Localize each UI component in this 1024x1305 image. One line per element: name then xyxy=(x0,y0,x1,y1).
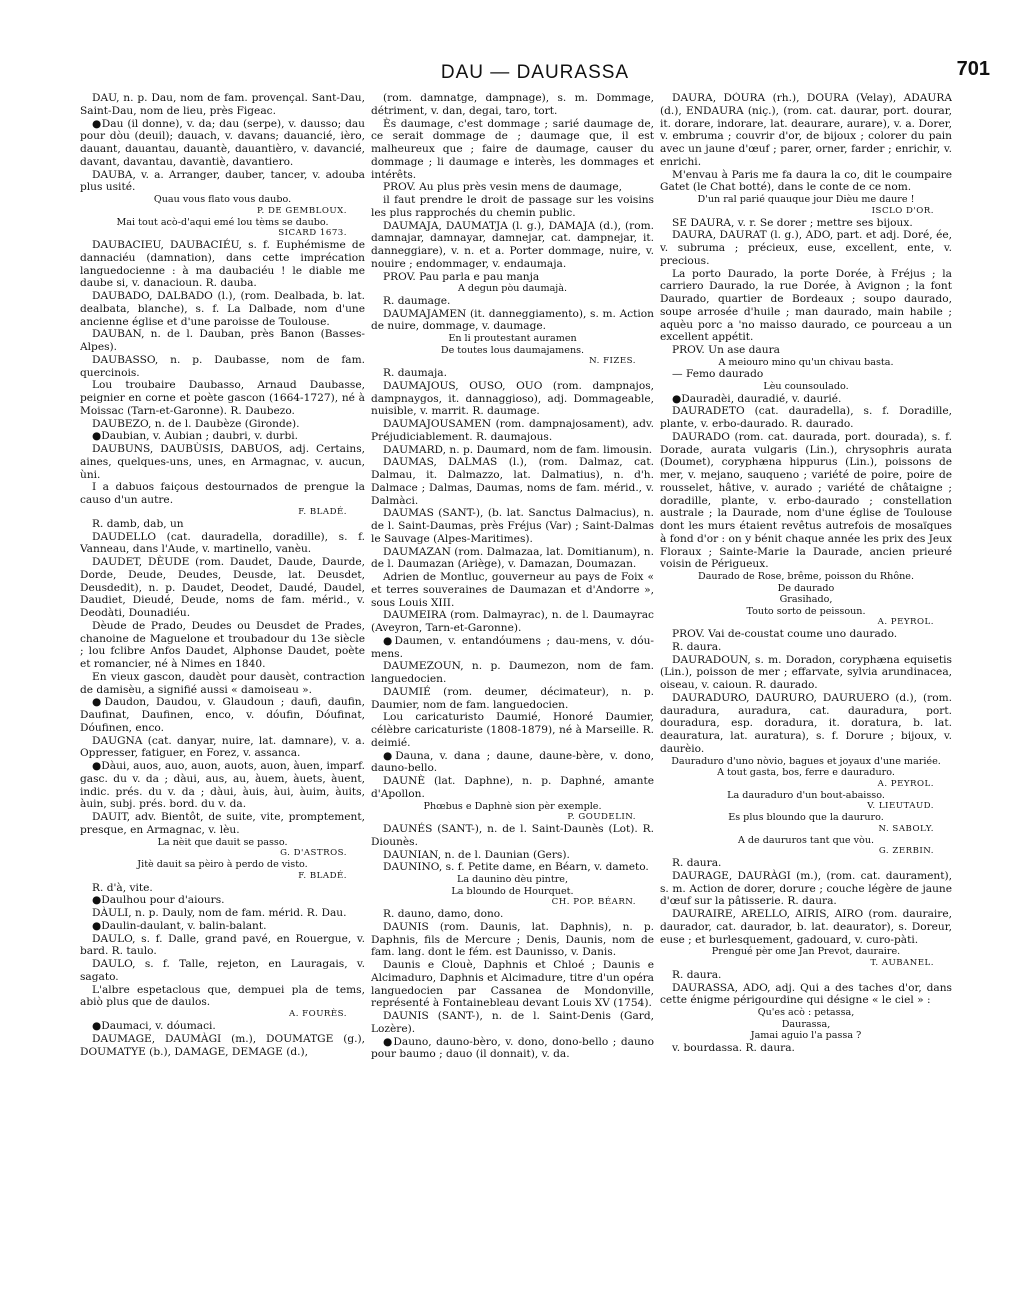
dictionary-entry: T. AUBANEL. xyxy=(870,957,934,968)
dictionary-entry: G. ZERBIN. xyxy=(878,846,934,856)
dictionary-entry: N. SABOLY. xyxy=(878,823,934,834)
dictionary-entry: DAUDELLO (cat. dauradella, doradille), s. f. Vanneau, dans l'Aude, v. martinello, vanèu. xyxy=(80,530,365,556)
dictionary-entry: A. FOURÈS. xyxy=(289,1009,347,1019)
dictionary-entry: DAURADURO, DAURURO, DAURUERO (d.), (rom. dauradura, auradura, cat. dauradura, port. douradura, esp. doradura, it. doratura, b. lat. deauratura, lat. auratura), s. f. Dorure ; bijoux, v. daurèio. xyxy=(660,691,952,755)
dictionary-entry: La bloundo de Hourquet. xyxy=(451,885,574,897)
dictionary-entry: — Femo daurado xyxy=(672,368,764,381)
dictionary-entry: Es plus bloundo que la daururo. xyxy=(728,812,884,823)
dictionary-entry: v. bourdassa. R. daura. xyxy=(672,1041,795,1054)
dictionary-entry: DAULO, s. f. Dalle, grand pavé, en Rouergue, v. bard. R. taulo. xyxy=(80,932,365,958)
dictionary-entry: DAURA, DÓURA (rh.), DOURA (Velay), ADAURA (d.), ENDAURA (niç.), (rom. cat. daurar, port. dourar, it. dorare, indorare, lat. deaurare, aurare), v. a. Dorer, v. embruma ; couvrir d'or, de bijoux ; colorer du pain avec un jaune d'œuf ; parer, orner, farder ; enrichir, v. enrichi. xyxy=(660,92,952,168)
dictionary-entry: Grasihado, xyxy=(779,594,833,605)
dictionary-entry: En vieux gascon, daudèt pour dausèt, contraction de damisèu, a signifié aussi « damoiseau ». xyxy=(80,670,365,696)
dictionary-entry: Daurassa, xyxy=(781,1018,831,1030)
dictionary-entry: DAUMAJA, DAUMATJA (l. g.), DAMAJA (d.), (rom. damnajar, damnayar, damnejar, cat. dampnejar, it. danneggiare), v. n. et a. Porter dommage, nuire, v. nouire ; endommager, v. endaumaja. xyxy=(371,219,654,270)
dictionary-entry: (rom. damnatge, dampnage), s. m. Dommage, détriment, v. dan, degai, taro, tort. xyxy=(371,92,654,117)
dictionary-entry: A. PEYROL. xyxy=(877,617,934,627)
dictionary-entry: DAUDET, DÈUDE (rom. Daudet, Daude, Daurde, Dorde, Deude, Deudes, Deusde, lat. Deusdet, Deusdedit), n. p. Daudet, Deodet, Daudé, Daudel, Daudiet, Dieudé, Deude, noms de fam. mérid., v. Deodàti, Dounadiéu. xyxy=(80,556,365,619)
dictionary-entry: DAUNIAN, n. de l. Daunian (Gers). xyxy=(383,848,570,861)
dictionary-entry: il faut prendre le droit de passage sur les voisins les plus rapprochés du chemin public. xyxy=(371,194,654,219)
dictionary-entry: DAUNINO, s. f. Petite dame, en Béarn, v. dameto. xyxy=(383,861,649,874)
dictionary-entry: ●Dauna, v. dana ; daune, daune-bère, v. dono, dauno-bello. xyxy=(371,749,654,775)
dictionary-entry: ●Daumen, v. entandóumens ; dau-mens, v. dóu-mens. xyxy=(371,634,654,660)
dictionary-entry: PROV. Vai de-coustat coume uno daurado. xyxy=(672,628,898,640)
dictionary-entry: DAUBUNS, DAUBÙSIS, DABUOS, adj. Certains, aines, quelques-uns, unes, en Armagnac, v. aucun, ùni. xyxy=(80,443,365,481)
dictionary-entry: A degun pòu daumajà. xyxy=(457,283,568,295)
dictionary-entry: DÀULI, n. p. Dauly, nom de fam. mérid. R. Dau. xyxy=(92,907,347,919)
dictionary-entry: Mai tout acò-d'aqui emé lou tèms se daubo. xyxy=(116,216,329,228)
dictionary-entry: Phœbus e Daphnè sion pèr exemple. xyxy=(423,800,602,812)
dictionary-entry: Adrien de Montluc, gouverneur au pays de Foix « et terres souveraines de Daumazan et d'Andorre », sous Louis XIII. xyxy=(371,571,654,609)
dictionary-entry: DAUMAJOUS, OUSO, OUO (rom. dampnajos, dampnaygos, it. dannaggioso), adj. Dommageable, nuisible, v. marrit. R. daumage. xyxy=(371,379,654,418)
dictionary-entry: V. LIEUTAUD. xyxy=(867,801,934,811)
dictionary-entry: CH. POP. BÉARN. xyxy=(551,897,636,907)
dictionary-entry: SICARD 1673. xyxy=(278,228,347,238)
dictionary-entry: Prengué pèr ome Jan Prevot, dauraire. xyxy=(711,946,901,958)
dictionary-entry: DAU, n. p. Dau, nom de fam. provençal. Sant-Dau, Saint-Dau, nom de lieu, près Figeac. xyxy=(80,92,365,117)
dictionary-entry: N. FIZES. xyxy=(589,356,636,366)
dictionary-entry: De toutes lous daumajamens. xyxy=(440,344,585,356)
dictionary-entry: D'un ral parié quauque jour Dièu me daure ! xyxy=(697,194,915,205)
dictionary-entry: Jamai aguio l'a passa ? xyxy=(750,1030,862,1041)
dictionary-entry: P. DE GEMBLOUX. xyxy=(257,205,347,216)
dictionary-entry: G. D'ASTROS. xyxy=(280,848,347,858)
dictionary-entry: R. daumaja. xyxy=(383,367,447,379)
dictionary-entry: Ès daumage, c'est dommage ; sarié daumage de, ce serait dommage de ; daumage que, il est malheureux que ; faire de daumage, causer du dommage ; li daumage e interès, les dommages et intérêts. xyxy=(371,117,654,181)
dictionary-entry: La porto Daurado, la porte Dorée, à Fréjus ; la carriero Daurado, la rue Dorée, à Avignon ; la font Daurado, quartier de Bordeaux ; soupo daurado, soupe arrosée d'huile ; man daurado, main habile ; aquèu porc a 'no maisso daurado, ce pourceau a un excellent appétit. xyxy=(660,267,952,344)
dictionary-entry: Daurado de Rose, brême, poisson du Rhône. xyxy=(698,571,914,582)
dictionary-entry: DAUBAN, n. de l. Dauban, près Banon (Basses-Alpes). xyxy=(80,328,365,353)
dictionary-entry: En li proutestant auramen xyxy=(448,333,577,344)
dictionary-entry: DAUGNA (cat. danyar, nuire, lat. damnare), v. a. Oppresser, fatiguer, en Forez, v. assanca. xyxy=(80,734,365,760)
dictionary-entry: R. d'à, vite. xyxy=(92,881,153,894)
dictionary-entry: F. BLADÉ. xyxy=(298,870,347,881)
dictionary-entry: ●Daulin-daulant, v. balin-balant. xyxy=(92,919,267,932)
dictionary-entry: DAUMAJAMEN (it. danneggiamento), s. m. Action de nuire, dommage, v. daumage. xyxy=(371,307,654,333)
dictionary-entry: ●Daudon, Daudou, v. Glaudoun ; daufi, daufin, Daufinat, Daufinen, enco, v. dóufin, Dóufinat, Dóufinen, enco. xyxy=(80,696,365,734)
dictionary-entry: PROV. Pau parla e pau manja xyxy=(383,270,540,283)
dictionary-entry: DAUMEZOUN, n. p. Daumezon, nom de fam. languedocien. xyxy=(371,660,654,685)
dictionary-entry: DAURA, DAURAT (l. g.), ADO, part. et adj. Doré, ée, v. subruma ; précieux, euse, excellent, ente, v. precious. xyxy=(660,229,952,267)
dictionary-entry: DAUMAS (SANT-), (b. lat. Sanctus Dalmacius), n. de l. Saint-Daumas, près Fréjus (Var) ; Saint-Dalmas le Sauvage (Alpes-Maritimes). xyxy=(371,507,654,545)
dictionary-entry: Dèude de Prado, Deudes ou Deusdet de Prades, chanoine de Maguelone et troubadour du 13e siècle ; lou fclibre Anfos Daudet, Alphonse Daudet, poète et romancier, né à Nimes en 1840. xyxy=(80,619,365,670)
dictionary-entry: ●Daumaci, v. dóumaci. xyxy=(92,1020,216,1032)
dictionary-entry: ●Dauno, dauno-bèro, v. dono, dono-bello ; dauno pour baumo ; dauo (il donnait), v. da. xyxy=(371,1035,654,1061)
column-middle xyxy=(371,92,654,1292)
dictionary-entry: DAUMAS, DALMAS (l.), (rom. Dalmaz, cat. Dalmau, it. Dalmazzo, lat. Dalmatius), n. d'h. Dalmace ; Dalmas, Daumas, noms de fam. mérid., v. Dalmàci. xyxy=(371,456,654,507)
dictionary-entry: DAUMARD, n. p. Daumard, nom de fam. limousin. xyxy=(383,443,653,456)
dictionary-entry: ●Dau (il donne), v. da; dau (serpe), v. dausso; dau pour dòu (deuil); dauach, v. davans; dauancié, ièro, dauant, dauantau, dauantè, dauantièro, v. davancié, davant, davantau, davantiè, davantiero. xyxy=(80,117,365,168)
dictionary-entry: Quau vous flato vous daubo. xyxy=(153,194,292,205)
dictionary-entry: La daunino dèu pintre, xyxy=(456,874,569,885)
dictionary-entry: ●Dauradèi, dauradié, v. daurié. xyxy=(672,392,842,405)
dictionary-entry: Qu'es acò : petassa, xyxy=(757,1007,855,1018)
dictionary-entry: Touto sorto de peissoun. xyxy=(746,605,866,617)
dictionary-entry: R. daura. xyxy=(672,640,722,653)
dictionary-entry: I a dabuos faiçous destournados de prengue la causo d'un autre. xyxy=(80,481,365,506)
dictionary-entry: DAUNIS (rom. Daunis, lat. Daphnis), n. p. Daphnis, fils de Mercure ; Denis, Daunis, nom de fam. lang. dont le fém. est Daunisso, v. Danis. xyxy=(371,920,654,959)
dictionary-entry: DAUBASSO, n. p. Daubasse, nom de fam. quercinois. xyxy=(80,353,365,379)
dictionary-entry: La nèit que dauit se passo. xyxy=(157,836,288,848)
column-left xyxy=(80,92,365,1292)
column-right xyxy=(660,92,952,1292)
dictionary-entry: DAURASSA, ADO, adj. Qui a des taches d'or, dans cette énigme périgourdine qui désigne « le ciel » : xyxy=(660,981,952,1007)
dictionary-entry: R. damb, dab, un xyxy=(92,517,184,530)
dictionary-entry: Lou troubaire Daubasso, Arnaud Daubasse, peignier en corne et poète gascon (1664-1727), né à Moissac (Tarn-et-Garonne). R. Daubezo. xyxy=(80,379,365,417)
dictionary-entry: Jitè dauit sa pèiro à perdo de visto. xyxy=(137,859,308,870)
dictionary-entry: A de daururos tant que vòu. xyxy=(737,834,875,846)
dictionary-entry: DAUBA, v. a. Arranger, dauber, tancer, v. adouba plus usité. xyxy=(80,168,365,194)
dictionary-entry: DAUBEZO, n. de l. Daubèze (Gironde). xyxy=(92,417,300,430)
dictionary-entry: DAURAIRE, ARELLO, AIRIS, AIRO (rom. dauraire, daurador, cat. daurador, b. lat. deaurator), s. Doreur, euse ; et burlesquement, gadouard, v. curo-pàti. xyxy=(660,908,952,946)
dictionary-entry: A tout gasta, bos, ferre e dauraduro. xyxy=(717,767,895,778)
dictionary-entry: DAUMAJOUSAMEN (rom. dampnajosament), adv. Préjudiciablement. R. daumajous. xyxy=(371,418,654,443)
dictionary-entry: DAURADO (rom. cat. daurada, port. dourada), s. f. Dorade, aurata vulgaris (Lin.), chrysophris aurata (Doumet), coryphæna hippurus (Lin.), poissons de mer, v. mejano, sauqueno ; variété de poire, poire de rousselet, hâtive, v. aurado ; variété de châtaigne ; doradille, plante, v. erbo-daurado ; constellation australe ; la Daurade, nom d'une église de Toulouse dont les murs étaient revêtus autrefois de mosaïques à fond d'or : on y bénit chaque année les prix des Jeux Floraux ; Sainte-Marie la Daurade, ancien prieuré voisin de Périgueux. xyxy=(660,430,952,571)
dictionary-entry: DAURADETO (cat. dauradella), s. f. Doradille, plante, v. erbo-daurado. R. daurado. xyxy=(660,405,952,430)
dictionary-entry: DAUBACIEU, DAUBACIÉU, s. f. Euphémisme de dannaciéu (damnation), dans cette imprécation languedocienne : à ma daubaciéu ! le diable me daube si, v. danacioun. R. dauba. xyxy=(80,239,365,290)
dictionary-entry: DAUNIS (SANT-), n. de l. Saint-Denis (Gard, Lozère). xyxy=(371,1010,654,1035)
dictionary-entry: R. daura. xyxy=(672,857,722,869)
dictionary-entry: La dauraduro d'un bout-abaisso. xyxy=(727,789,885,801)
dictionary-entry: DAULO, s. f. Talle, rejeton, en Lauragais, v. sagato. xyxy=(80,958,365,983)
page-header xyxy=(80,58,990,88)
dictionary-entry: L'albre espetaclous que, dempuei pla de tems, abiò plus que de daulos. xyxy=(80,983,365,1009)
dictionary-entry: DAUMEIRA (rom. Dalmayrac), n. de l. Daumayrac (Aveyron, Tarn-et-Garonne). xyxy=(371,609,654,634)
dictionary-entry: SE DAURA, v. r. Se dorer ; mettre ses bijoux. xyxy=(672,216,913,229)
dictionary-entry: PROV. Au plus près vesin mens de daumage, xyxy=(383,181,623,194)
dictionary-entry: De daurado xyxy=(777,582,835,594)
dictionary-entry: Daunis e Clouè, Daphnis et Chloé ; Daunis e Alcimaduro, Daphnis et Alcimadure, titre d'un opéra languedocien par Cassanea de Mondonville, représenté à Fontainebleau devant Louis XV (1754). xyxy=(371,959,654,1010)
dictionary-entry: DAUMIÉ (rom. deumer, décimateur), n. p. Daumier, nom de fam. languedocien. xyxy=(371,685,654,711)
dictionary-entry: DAURADOUN, s. m. Doradon, coryphæna equisetis (Lin.), poisson de mer ; effarvate, sylvia arundinacea, oiseau, v. caioun. R. daurado. xyxy=(660,653,952,691)
page-number: 701 xyxy=(956,58,990,80)
dictionary-entry: R. daura. xyxy=(672,968,722,981)
dictionary-entry: F. BLADÉ. xyxy=(298,506,347,517)
dictionary-entry: DAUBADO, DALBADO (l.), (rom. Dealbada, b. lat. dealbata, blanche), s. f. La Dalbade, nom d'une ancienne église et d'une paroisse de Toulouse. xyxy=(80,290,365,328)
dictionary-entry: DAUMAZAN (rom. Dalmazaa, lat. Domitianum), n. de l. Daumazan (Ariège), v. Damazan, Doumazan. xyxy=(371,545,654,571)
dictionary-entry: ●Dàui, auos, auo, auon, auots, auon, àuen, imparf. gasc. du v. da ; dàui, aus, au, àuem, àuets, àuent, indic. prés. du v. da ; dàui, àuis, àui, àuim, àuits, àuin, subj. prés. bord. du v. da. xyxy=(80,760,365,811)
dictionary-entry: A meiouro mino qu'un chivau basta. xyxy=(718,356,894,368)
dictionary-entry: PROV. Un ase daura xyxy=(672,344,780,356)
dictionary-entry: ISCLO D'OR. xyxy=(871,205,934,216)
dictionary-entry: DAUNÈ (lat. Daphne), n. p. Daphné, amante d'Apollon. xyxy=(371,775,654,800)
dictionary-entry: Lou caricaturisto Daumié, Honoré Daumier, célèbre caricaturiste (1808-1879), né à Marseille. R. deimié. xyxy=(371,711,654,749)
dictionary-entry: R. dauno, damo, dono. xyxy=(383,908,504,920)
dictionary-entry: A. PEYROL. xyxy=(877,778,934,789)
dictionary-entry: M'envau à Paris me fa daura la co, dit le coumpaire Gatet (le Chat botté), dans le conte de ce nom. xyxy=(660,168,952,194)
running-head: DAU — DAURASSA xyxy=(440,62,630,83)
dictionary-entry: ●Daulhou pour d'aiours. xyxy=(92,894,225,907)
dictionary-entry: DAUMAGE, DAUMÀGI (m.), DOUMATGE (g.), DOUMATYE (b.), DAMAGE, DEMAGE (d.), xyxy=(80,1032,365,1058)
dictionary-entry: DAUIT, adv. Bientôt, de suite, vite, promptement, presque, en Armagnac, v. lèu. xyxy=(80,811,365,836)
dictionary-entry: R. daumage. xyxy=(383,294,451,307)
dictionary-entry: ●Daubian, v. Aubian ; daubri, v. durbi. xyxy=(92,430,299,443)
dictionary-entry: P. GOUDELIN. xyxy=(567,812,636,822)
dictionary-entry: DAURAGE, DAURÀGI (m.), (rom. cat. daurament), s. m. Action de dorer, dorure ; couche légère de jaune d'œuf sur la pâtisserie. R. daura. xyxy=(660,869,952,908)
dictionary-entry: Lèu counsoulado. xyxy=(763,381,849,392)
dictionary-entry: Dauraduro d'uno nòvio, bagues et joyaux d'une mariée. xyxy=(671,755,941,767)
dictionary-entry: DAUNÉS (SANT-), n. de l. Saint-Daunès (Lot). R. Diounès. xyxy=(371,823,654,848)
